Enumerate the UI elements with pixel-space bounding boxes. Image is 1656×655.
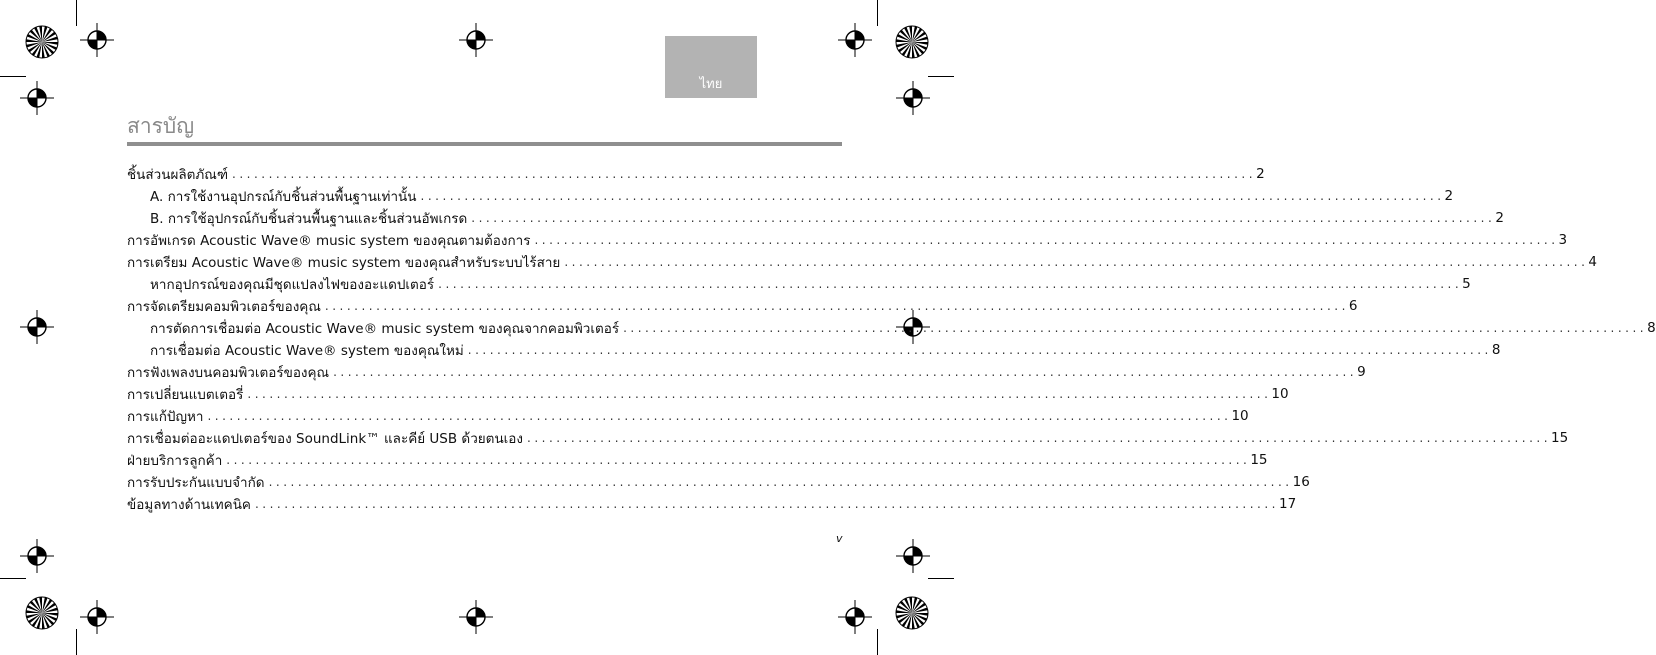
dot-leader: ............................................................................................................................................ [467,343,1492,357]
crop-line [928,76,954,77]
language-tab [665,36,757,98]
toc-entry-page: 15 [1551,430,1569,446]
registration-target-icon [20,539,54,573]
toc-entry-page: 6 [1348,298,1358,314]
toc-entry-page: 5 [1462,276,1471,292]
toc-entry[interactable] [127,229,1568,251]
crop-line [928,578,954,579]
toc-entry-label: การรับประกันแบบจำกัด [127,471,269,493]
toc-entry-label: B. การใช้อุปกรณ์กับชิ้นส่วนพื้นฐานและชิ้นส่วนอัพเกรด [150,207,471,229]
toc-entry[interactable] [127,361,1366,383]
toc-entry[interactable] [127,207,1504,229]
starburst-target-icon [894,24,930,60]
registration-target-icon [459,23,493,57]
toc-entry-label: การเปลี่ยนแบตเตอรี่ [127,383,247,405]
registration-target-icon [896,81,930,115]
toc-entry-page: 4 [1588,254,1597,270]
toc-entry-label: การตัดการเชื่อมต่อ Acoustic Wave® music system ของคุณจากคอมพิวเตอร์ [150,317,623,339]
language-tab-label: ไทย [699,77,723,92]
toc-entry-label: การฟังเพลงบนคอมพิวเตอร์ของคุณ [127,361,333,383]
dot-leader: ............................................................................................................................................ [527,431,1552,445]
toc-entry-label: การแก้ปัญหา [127,405,207,427]
registration-target-icon [896,539,930,573]
toc-entry[interactable] [127,273,1471,295]
dot-leader: ............................................................................................................................................ [564,255,1589,269]
registration-target-icon [80,600,114,634]
registration-target-icon [459,600,493,634]
dot-leader: ............................................................................................................................................ [207,409,1232,423]
toc-entry-page: 16 [1292,474,1310,490]
table-of-contents [127,163,1656,515]
toc-entry[interactable] [127,449,1268,471]
registration-target-icon [838,600,872,634]
toc-entry-page: 2 [1444,188,1454,204]
dot-leader: ............................................................................................................................................ [623,321,1648,335]
starburst-target-icon [894,595,930,631]
dot-leader: ............................................................................................................................................ [232,167,1257,181]
dot-leader: ............................................................................................................................................ [268,475,1293,489]
starburst-target-icon [24,595,60,631]
toc-entry-label: ชิ้นส่วนผลิตภัณฑ์ [127,163,232,185]
dot-leader: ............................................................................................................................................ [324,299,1349,313]
toc-entry-label: การจัดเตรียมคอมพิวเตอร์ของคุณ [127,295,325,317]
dot-leader: ............................................................................................................................................ [534,233,1559,247]
dot-leader: ............................................................................................................................................ [471,211,1496,225]
toc-entry-label: A. การใช้งานอุปกรณ์กับชิ้นส่วนพื้นฐานเท่านั้น [150,185,421,207]
registration-target-icon [20,310,54,344]
toc-entry-page: 3 [1558,232,1568,248]
toc-entry-page: 10 [1271,386,1289,402]
toc-entry[interactable] [127,163,1265,185]
dot-leader: ............................................................................................................................................ [254,497,1279,511]
crop-line [76,0,77,26]
toc-entry-label: การเชื่อมต่อ Acoustic Wave® system ของคุณใหม่ [150,339,468,361]
dot-leader: ............................................................................................................................................ [420,189,1445,203]
toc-entry-label: การเชื่อมต่ออะแดปเตอร์ของ SoundLink™ และคีย์ USB ด้วยตนเอง [127,427,527,449]
toc-entry[interactable] [127,405,1249,427]
toc-entry-label: ฝ่ายบริการลูกค้า [127,449,226,471]
crop-line [0,578,26,579]
toc-entry[interactable] [127,493,1297,515]
toc-entry-page: 2 [1256,166,1265,182]
dot-leader: ............................................................................................................................................ [247,387,1272,401]
crop-line [877,0,878,26]
toc-entry[interactable] [127,471,1310,493]
toc-entry-page: 17 [1279,496,1297,512]
toc-entry-label: หากอุปกรณ์ของคุณมีชุดแปลงไฟของอะแดปเตอร์ [150,273,438,295]
registration-target-icon [20,81,54,115]
toc-entry-page: 10 [1231,408,1249,424]
toc-entry-page: 9 [1357,364,1366,380]
toc-entry[interactable] [127,251,1597,273]
toc-entry-label: การเตรียม Acoustic Wave® music system ของคุณสำหรับระบบไร้สาย [127,251,564,273]
toc-entry-label: ข้อมูลทางด้านเทคนิค [127,493,255,515]
page-number: v [836,532,843,545]
crop-line [0,76,26,77]
dot-leader: ............................................................................................................................................ [333,365,1358,379]
toc-entry-label: การอัพเกรด Acoustic Wave® music system ของคุณตามต้องการ [127,229,534,251]
dot-leader: ............................................................................................................................................ [438,277,1463,291]
registration-target-icon [838,23,872,57]
toc-entry[interactable] [127,295,1358,317]
registration-target-icon [80,23,114,57]
toc-entry[interactable] [127,185,1454,207]
crop-line [76,629,77,655]
title-divider [127,142,842,146]
page-title: สารบัญ [127,114,195,138]
toc-entry-page: 8 [1647,320,1656,336]
toc-entry[interactable] [127,339,1501,361]
toc-entry[interactable] [127,383,1289,405]
dot-leader: ............................................................................................................................................ [226,453,1251,467]
crop-line [877,629,878,655]
toc-entry-page: 15 [1250,452,1268,468]
toc-entry-page: 2 [1495,210,1504,226]
toc-entry[interactable] [127,427,1569,449]
toc-entry-page: 8 [1491,342,1501,358]
toc-entry[interactable] [127,317,1656,339]
starburst-target-icon [24,24,60,60]
